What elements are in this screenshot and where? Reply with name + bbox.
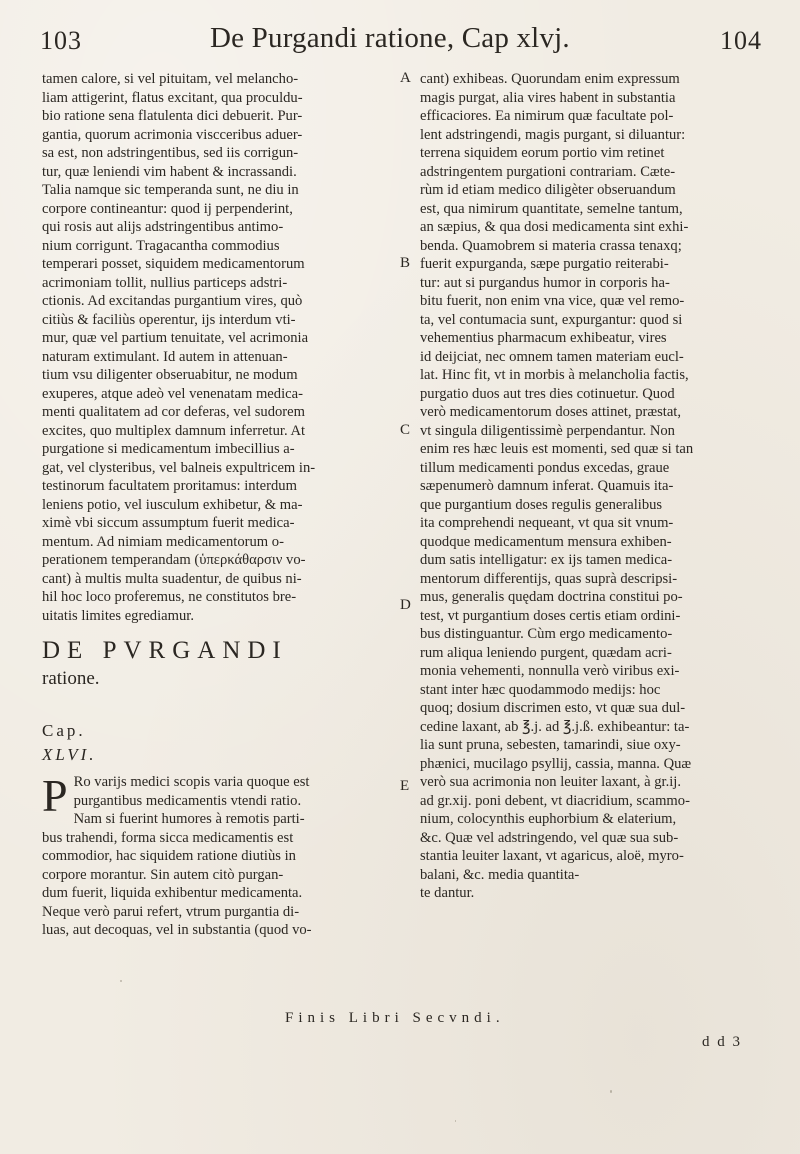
left-paragraph-2: Ro varijs medici scopis varia quoque est purgantibus medicamentis vtendi ratio. Nam si fuerint humores à remotis parti- bus trahendi, forma sicca medicamentis est commodior, hac siquidem ratione diutiùs in corpore morantur. Sin autem citò purgan- dum fuerit, liquida exhibentur medicamenta. Neque verò parui refert, vtrum purgantia di- luas, aut decoquas, vel in substantia (quod vo- [42, 774, 312, 938]
left-paragraph-1: tamen calore, si vel pituitam, vel melancho- liam attigerint, flatus excitant, qua proculdu- bio ratione sena flatulenta dici debuerit. Pur- gantia, quorum acrimonia viscceribus aduer- sa est, non adstringentibus, sed iis corrigun- tur, quæ leniendi vim habent & incrassandi. Talia namque sic temperanda sunt, ne diu in corpore contineantur: quod ij perpenderint, qui rosis aut alijs adstringentibus antimo- nium corrigunt. Tragacantha commodius temperari posset, siquidem medicamentorum acrimoniam tollit, nullius particeps adstri- ctionis. Ad excitandas purgantium vires, quò citiùs & faciliùs operentur, ijs interdum vti- mur, quæ vel partium tenuitate, vel acrimonia naturam extimulant. Id autem in attenuan- tium vsu diligenter obseruabitur, ne modum exuperes, atque adeò vel venenatam medica- menti qualitatem ad cor deferas, vel sudorem excites, quo multiplex damnum inferretur. At purgatione si medicamentum imbecillius a- gat, vel clysteribus, vel balneis expultricem in- testinorum facultatem proritamus: interdum leniens potio, vel iusculum exhibetur, & ma- ximè vbi siccum assumptum fuerit medica- mentum. Ad nimiam medicamentorum o- perationem temperandam (ὑπερκάθαρσιν vo- cant) à multis multa suadentur, de quibus ni- hil hoc loco proferemus, ne constitutos bre- uitatis limites egrediamur. [42, 71, 316, 624]
paper-speck [455, 1120, 456, 1122]
page-number-right: 104 [720, 26, 762, 55]
page-number-left: 103 [40, 26, 82, 55]
left-column [42, 70, 388, 940]
margin-letter-a: A [400, 70, 411, 86]
drop-cap: P [42, 770, 68, 821]
signature-mark: d d 3 [702, 1034, 742, 1050]
chapter-label [42, 695, 388, 767]
chapter-number: XLVI. [42, 745, 97, 764]
right-paragraph-1: cant) exhibeas. Quorundam enim expressum magis purgat, alia vires habent in substantia efficaciores. Ea nimirum quæ facultate pol- lent adstringendi, magis purgant, si diluantur: terrena siquidem eorum portio vim retinet adstringentem purgationi contrariam. Cæte- rùm id etiam medico diligèter obseruandum est, qua nimirum quantitate, semelne tantum, an sæpius, & qua dosi medicamenta sint exhi- benda. Quamobrem si materia crassa tenaxq; fuerit expurganda, sæpe purgatio reiterabi- tur: aut si purgandus humor in corporis ha- bitu fuerit, non enim vna vice, quæ vel remo- ta, vel contumacia sunt, expurgantur: quod si vehementius pharmacum exhibeatur, vires id deijciat, nec omnem tamen materiam eucl- lat. Hinc fit, vt in morbis à melancholia factis, purgatio duos aut tres dies cotinuetur. Quod verò medicamentorum doses attinet, præstat, vt singula diligentissimè perpendantur. Non enim res hæc leuis est momenti, sed quæ si tan tillum medicamenti pondus excedas, graue sæpenumerò damnum inferat. Quamuis ita- que purgantium doses regulis generalibus ita comprehendi nequeant, vt qua sit vnum- quodque medicamentum mensura exhiben- dum satis intelligatur: ex ijs tamen medica- mentorum differentijs, quas suprà descripsi- mus, generalis quędam doctrina constitui po- test, vt purgantium doses certis etiam ordini- bus distinguantur. Cùm ergo medicamento- rum aliqua leniendo purgent, quædam acri- monia vehementi, nonnulla verò viribus exi- stant inter hæc quodammodo medijs: hoc quoq; dosium discrimen esto, vt quæ sua dul- cedine laxant, ab ℥.j. ad ℥.j.ß. exhibeantur: ta- lia sunt pruna, sebesten, tamarindi, siue oxy- phænici, mucilago psyllij, cassia, manna. Quæ verò sua acrimonia non leuiter laxant, à gr.ij. ad gr.xij. poni debent, vt diacridium, scammo- nium, colocynthis euphorbium & elaterium, &c. Quæ vel adstringendo, vel quæ sua sub- stantia leuiter laxant, vt agaricus, aloë, myro- balani, &c. media quantita- te dantur. [420, 71, 694, 901]
paper-speck [610, 1090, 612, 1093]
chapter-word: Cap. [42, 721, 86, 740]
running-title: De Purgandi ratione, Cap xlvj. [210, 22, 570, 54]
chapter-opening [42, 770, 388, 940]
book-end-line: Finis Libri Secvndi. [285, 1010, 505, 1026]
margin-letter-e: E [400, 778, 410, 794]
section-heading: DE PVRGANDI [42, 637, 288, 664]
running-header [40, 22, 762, 60]
margin-letter-b: B [400, 255, 411, 271]
right-column [420, 70, 766, 903]
margin-letter-c: C [400, 422, 411, 438]
margin-letter-d: D [400, 597, 411, 613]
paper-speck [120, 980, 122, 982]
section-subheading: ratione. [42, 668, 100, 689]
